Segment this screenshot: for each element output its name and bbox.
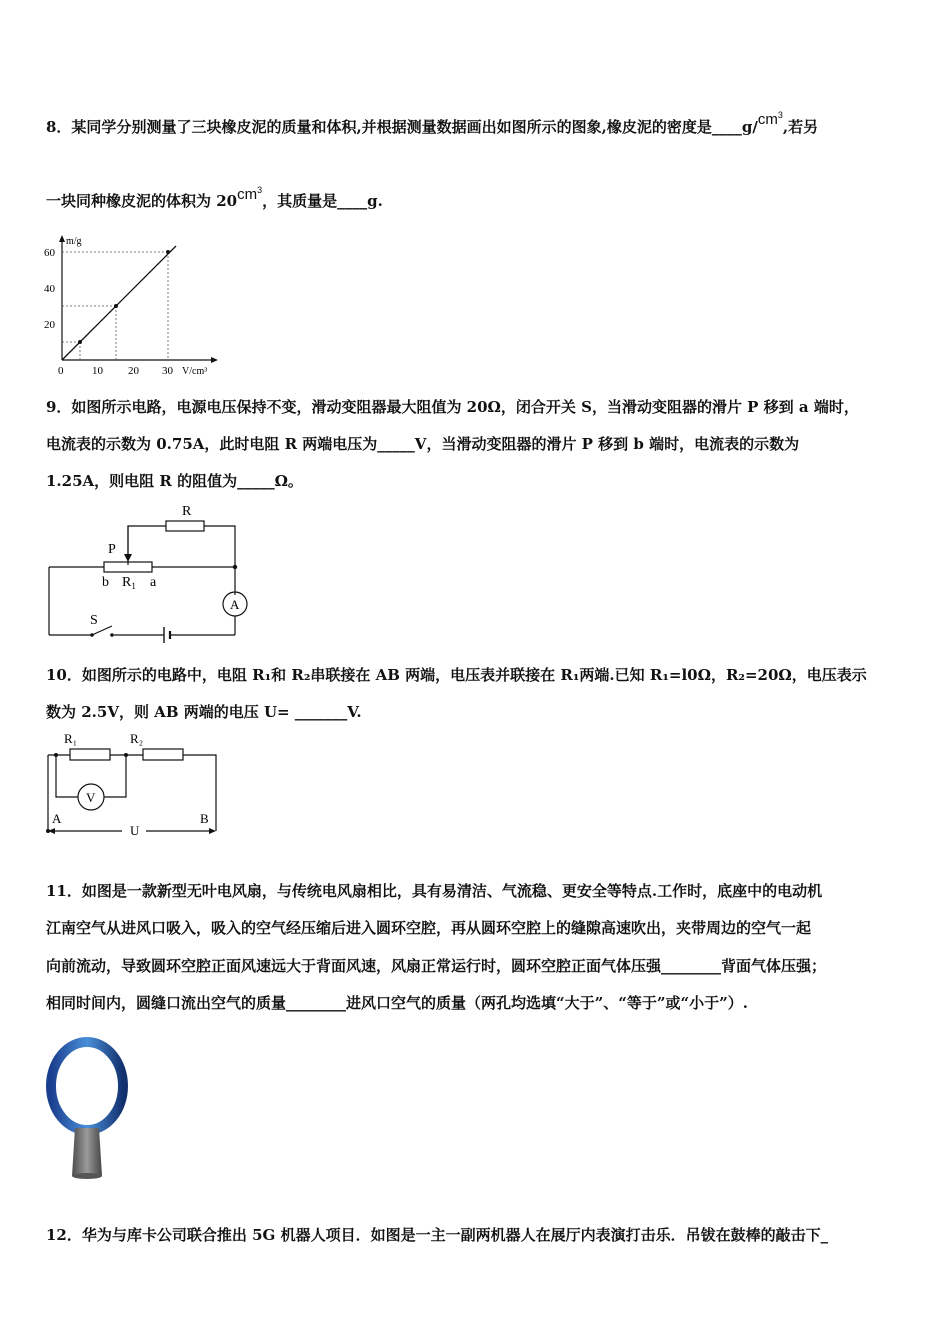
mass-volume-graph: [40, 232, 225, 380]
q12-line1: 12．华为与库卡公司联合推出 5G 机器人项目．如图是一主一副两机器人在展厅内表演打击乐．吊钹在鼓棒的敲击下_: [46, 1226, 829, 1244]
y-axis-label: m/g: [66, 236, 82, 247]
bladeless-fan-image: [44, 1036, 130, 1182]
label-A: A: [52, 811, 62, 826]
q8-text2: 一块同种橡皮泥的体积为 20: [46, 192, 238, 210]
x-tick-30: 30: [162, 365, 173, 377]
x-tick-10: 10: [92, 365, 103, 377]
q8-unit2: $cm^3$: [237, 185, 263, 203]
label-R1: R₁: [64, 731, 78, 746]
circuit-q10: [42, 730, 227, 840]
label-P: P: [108, 542, 116, 557]
label-B: B: [200, 811, 209, 826]
x-axis-label: V/cm³: [182, 366, 208, 377]
data-point-2: [114, 304, 118, 308]
x-tick-20: 20: [128, 365, 139, 377]
label-R2: R₂: [130, 731, 144, 746]
y-axis-arrow: [59, 235, 65, 242]
y-tick-40: 40: [44, 283, 55, 295]
q8-text1: 8．某同学分别测量了三块橡皮泥的质量和体积,并根据测量数据画出如图所示的图象,橡皮泥的密度是____g/: [46, 118, 758, 136]
q11-line4: 相同时间内，圆缝口流出空气的质量________进风口空气的质量（两孔均选填“大于”、“等于”或“小于”）.: [46, 994, 748, 1012]
q11-line1: 11．如图是一款新型无叶电风扇，与传统电风扇相比，具有易清洁、气流稳、更安全等特点.工作时，底座中的电动机: [46, 882, 823, 900]
data-point-3: [166, 250, 170, 254]
q9-line3: 1.25A，则电阻 R 的阻值为_____Ω。: [46, 472, 303, 490]
q11-line3: 向前流动，导致圆环空腔正面风速远大于背面风速，风扇正常运行时，圆环空腔正面气体压强________背面气体压强；: [46, 957, 827, 975]
y-tick-20: 20: [44, 319, 55, 331]
fan-ring: [51, 1042, 123, 1130]
q9-line1: 9．如图所示电路，电源电压保持不变，滑动变阻器最大阻值为 20Ω，闭合开关 S，当滑动变阻器的滑片 P 移到 a 端时，: [46, 398, 859, 416]
x-axis-arrow: [211, 357, 218, 363]
q8-unit1: $cm^3$: [757, 110, 783, 128]
x-tick-0: 0: [58, 365, 64, 377]
resistor-R2: [143, 749, 183, 760]
circuit-q9: [44, 500, 254, 645]
q8-text2-tail: ，其质量是____g.: [262, 192, 383, 210]
label-A: A: [230, 597, 240, 612]
label-b: b: [102, 575, 109, 590]
y-tick-60: 60: [44, 247, 55, 259]
q9-line2: 电流表的示数为 0.75A，此时电阻 R 两端电压为_____V，当滑动变阻器的滑片 P 移到 b 端时，电流表的示数为: [46, 435, 800, 453]
label-V: V: [86, 790, 96, 805]
label-R: R: [182, 504, 192, 519]
q10-line2: 数为 2.5V，则 AB 两端的电压 U= _______V.: [46, 703, 362, 721]
q11-line2: 江南空气从进风口吸入，吸入的空气经压缩后进入圆环空腔，再从圆环空腔上的缝隙高速吹出，夹带周边的空气一起: [46, 919, 812, 937]
label-U: U: [130, 823, 140, 838]
resistor-R1: [70, 749, 110, 760]
label-a: a: [150, 575, 157, 590]
slider-arrow-P: [124, 554, 132, 562]
label-S: S: [90, 613, 98, 628]
data-point-1: [78, 340, 82, 344]
q8-line2: [46, 185, 383, 211]
q8-line1: [46, 110, 819, 137]
q10-line1: 10．如图所示的电路中，电阻 R₁和 R₂串联接在 AB 两端，电压表并联接在 R₁两端.已知 R₁=l0Ω，R₂=20Ω，电压表示: [46, 666, 867, 684]
label-R1: $R_1$: [122, 575, 136, 591]
resistor-R: [166, 521, 204, 531]
q8-text1-tail: ,若另: [782, 118, 819, 136]
fan-base: [72, 1128, 102, 1176]
